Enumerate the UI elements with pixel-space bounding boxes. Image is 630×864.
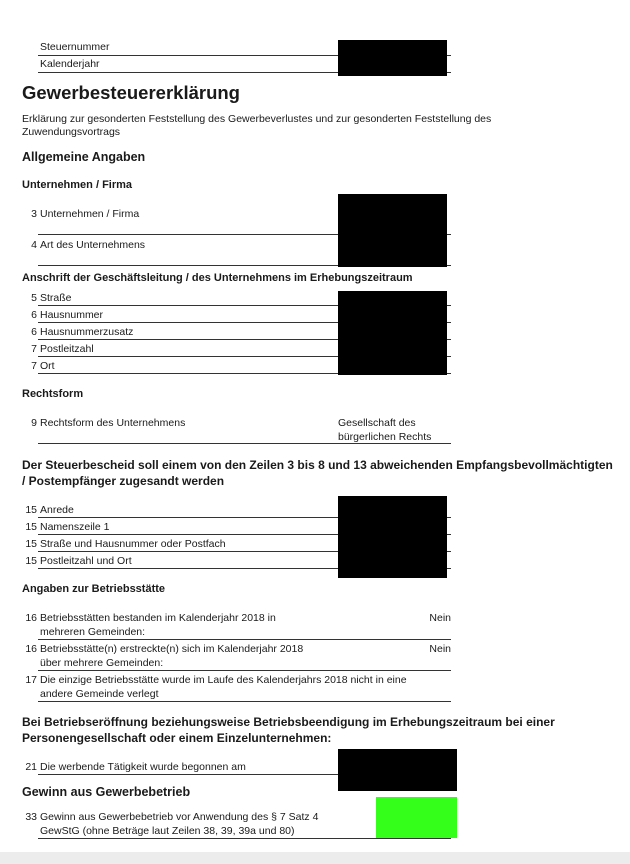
row-underline bbox=[38, 639, 451, 640]
section-eroeffnung-line-1: Bei Betriebseröffnung beziehungsweise Betriebsbeendigung im Erhebungszeitraum bei einer bbox=[22, 715, 555, 729]
row-number: 7 bbox=[31, 360, 37, 372]
erstreckte-value: Nein bbox=[429, 643, 451, 655]
row-number: 17 bbox=[25, 674, 37, 686]
section-rechtsform: Rechtsform bbox=[22, 388, 84, 400]
row-label-plz-ort: Postleitzahl und Ort bbox=[40, 555, 132, 567]
row-number: 15 bbox=[25, 538, 37, 550]
row-underline bbox=[38, 670, 451, 671]
redacted-header-values bbox=[338, 40, 447, 76]
row-label-art-des-unternehmens: Art des Unternehmens bbox=[40, 239, 146, 251]
row-number: 21 bbox=[25, 761, 37, 773]
section-gewinn: Gewinn aus Gewerbebetrieb bbox=[22, 785, 191, 799]
row-label-betriebsstaetten-line-1: Betriebsstätten bestanden im Kalenderjahr 2018 in bbox=[40, 612, 276, 624]
betriebsstaetten-value: Nein bbox=[429, 612, 451, 624]
row-label-erstreckte-line-1: Betriebsstätte(n) erstreckte(n) sich im Kalenderjahr 2018 bbox=[40, 643, 304, 655]
redacted-unternehmen-values bbox=[338, 194, 447, 267]
row-underline bbox=[38, 838, 451, 839]
row-number: 15 bbox=[25, 555, 37, 567]
row-number: 15 bbox=[25, 504, 37, 516]
steuernummer-label: Steuernummer bbox=[40, 41, 110, 53]
kalenderjahr-label: Kalenderjahr bbox=[40, 58, 100, 70]
row-label-strasse: Straße bbox=[40, 292, 72, 304]
row-number: 16 bbox=[25, 612, 37, 624]
subtitle-line-2: Zuwendungsvortrags bbox=[22, 126, 121, 138]
row-label-unternehmen: Unternehmen / Firma bbox=[40, 208, 140, 220]
row-number: 4 bbox=[31, 239, 37, 251]
row-label-erstreckte-line-2: über mehrere Gemeinden: bbox=[40, 657, 164, 669]
highlighted-gewinn-value bbox=[376, 797, 457, 838]
redacted-bevollmaechtigter-values bbox=[338, 496, 447, 578]
row-label-anrede: Anrede bbox=[40, 504, 74, 516]
row-number: 3 bbox=[31, 208, 37, 220]
row-number: 33 bbox=[25, 811, 37, 823]
row-number: 6 bbox=[31, 326, 37, 338]
section-eroeffnung-line-2: Personengesellschaft oder einem Einzelunternehmen: bbox=[22, 731, 332, 745]
row-number: 16 bbox=[25, 643, 37, 655]
section-bevollmaechtigter-line-1: Der Steuerbescheid soll einem von den Zeilen 3 bis 8 und 13 abweichenden Empfangsbevollmächtigten bbox=[22, 458, 613, 472]
row-label-strasse-postfach: Straße und Hausnummer oder Postfach bbox=[40, 538, 226, 550]
row-label-namenszeile: Namenszeile 1 bbox=[40, 521, 110, 533]
section-unternehmen-firma: Unternehmen / Firma bbox=[22, 179, 133, 191]
row-number: 6 bbox=[31, 309, 37, 321]
row-label-rechtsform: Rechtsform des Unternehmens bbox=[40, 417, 186, 429]
row-label-betriebsstaetten-line-2: mehreren Gemeinden: bbox=[40, 626, 146, 638]
row-label-verlegt-line-1: Die einzige Betriebsstätte wurde im Laufe des Kalenderjahrs 2018 nicht in eine bbox=[40, 674, 407, 686]
row-label-taetigkeit-begonnen: Die werbende Tätigkeit wurde begonnen am bbox=[40, 761, 246, 773]
row-label-verlegt-line-2: andere Gemeinde verlegt bbox=[40, 688, 159, 700]
row-number: 5 bbox=[31, 292, 37, 304]
row-underline bbox=[38, 701, 451, 702]
subtitle-line-1: Erklärung zur gesonderten Feststellung des Gewerbeverlustes und zur gesonderten Feststellung des bbox=[22, 113, 492, 125]
row-number: 9 bbox=[31, 417, 37, 429]
section-anschrift: Anschrift der Geschäftsleitung / des Unternehmens im Erhebungszeitraum bbox=[22, 272, 413, 284]
row-label-hausnummerzusatz: Hausnummerzusatz bbox=[40, 326, 134, 338]
row-label-ort: Ort bbox=[40, 360, 55, 372]
rechtsform-value-line-2: bürgerlichen Rechts bbox=[338, 431, 432, 443]
row-label-gewinn-line-1: Gewinn aus Gewerbebetrieb vor Anwendung des § 7 Satz 4 bbox=[40, 811, 319, 823]
redacted-begonnen-value bbox=[338, 749, 457, 791]
section-betriebsstaette: Angaben zur Betriebsstätte bbox=[22, 583, 166, 595]
page-title: Gewerbesteuererklärung bbox=[22, 82, 240, 103]
section-bevollmaechtigter-line-2: / Postempfänger zugesandt werden bbox=[22, 474, 225, 488]
row-label-hausnummer: Hausnummer bbox=[40, 309, 104, 321]
row-label-gewinn-line-2: GewStG (ohne Beträge laut Zeilen 38, 39, 39a und 80) bbox=[40, 825, 295, 837]
rechtsform-value-line-1: Gesellschaft des bbox=[338, 417, 416, 429]
row-number: 7 bbox=[31, 343, 37, 355]
page-bottom-band bbox=[0, 852, 630, 864]
section-allgemeine-angaben: Allgemeine Angaben bbox=[22, 150, 146, 164]
row-label-postleitzahl: Postleitzahl bbox=[40, 343, 94, 355]
redacted-anschrift-values bbox=[338, 291, 447, 375]
row-underline bbox=[38, 443, 451, 444]
row-number: 15 bbox=[25, 521, 37, 533]
